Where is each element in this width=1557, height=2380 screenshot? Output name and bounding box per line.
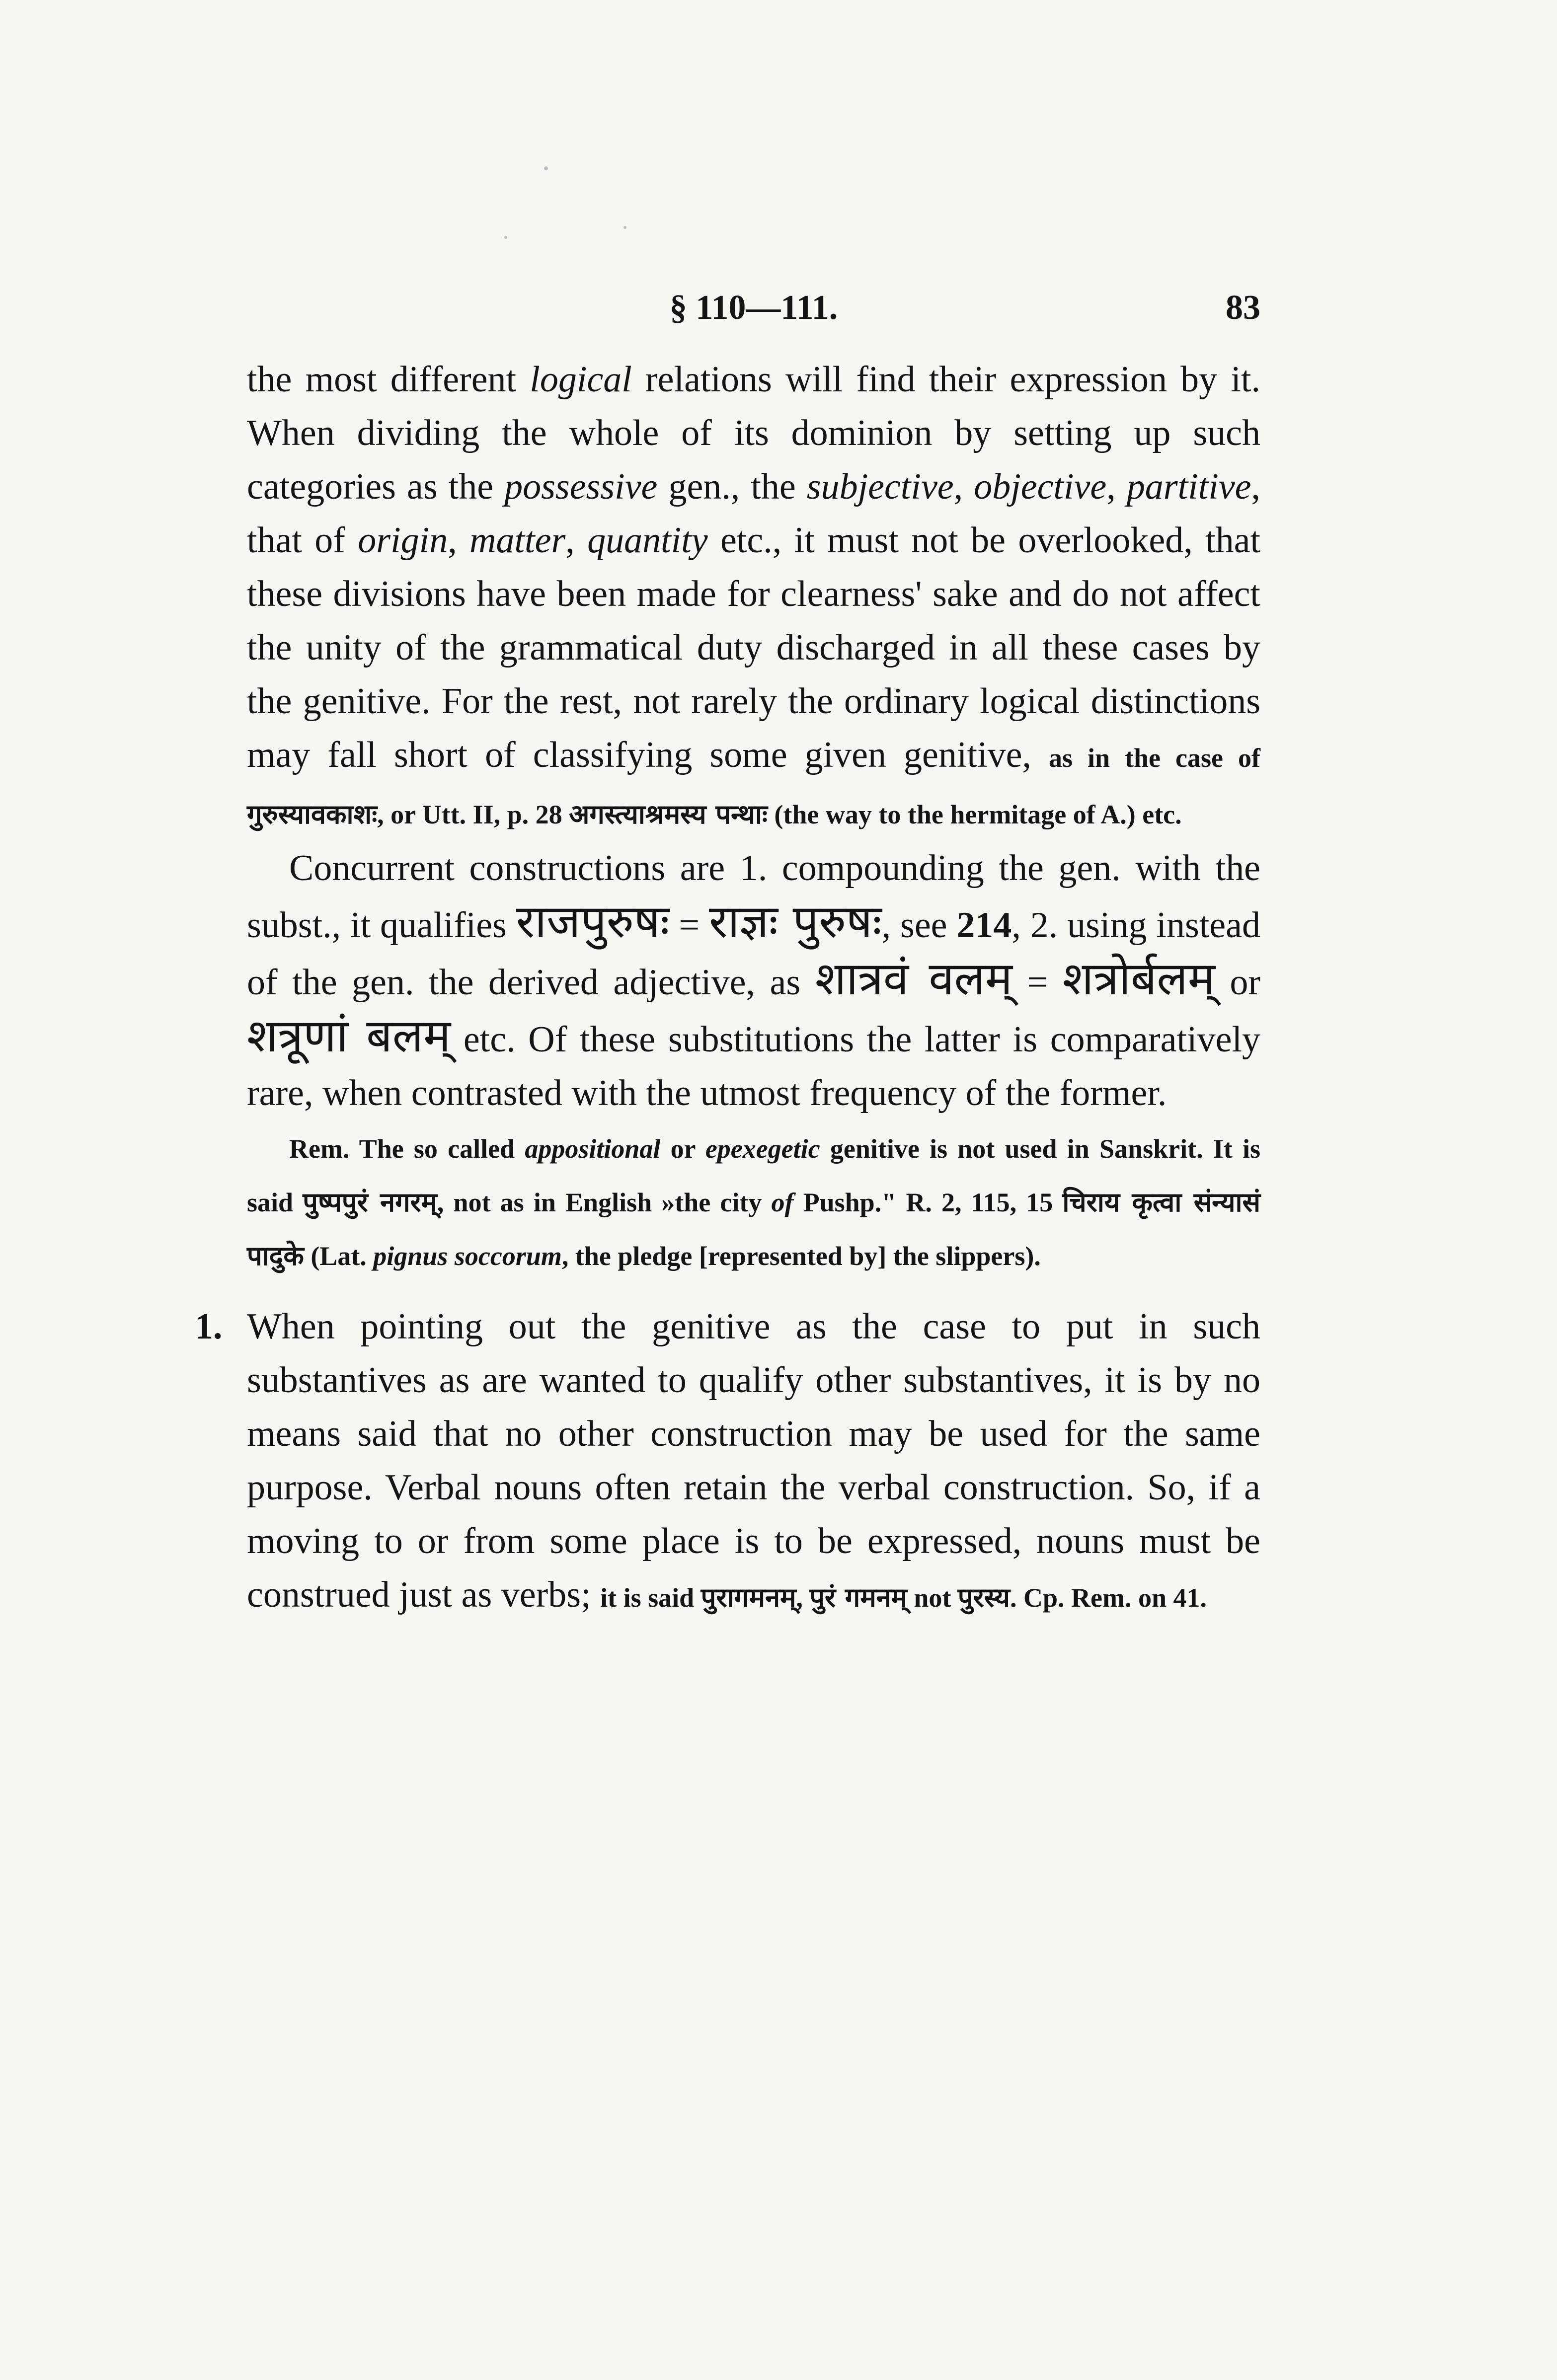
italic-term: objective — [974, 466, 1107, 507]
sanskrit-example: चिराय कृत्वा संन्यासं पादुके — [247, 1187, 1260, 1271]
sanskrit-example: पुरं गमनम् — [809, 1582, 907, 1613]
paragraph-verbal-nouns — [247, 1300, 1260, 1625]
sanskrit-example: पुष्पपुरं नगरम् — [303, 1187, 437, 1218]
text-run: , not as in English »the city — [437, 1188, 772, 1217]
paper-speck — [623, 226, 626, 229]
text-run: the most different — [247, 359, 530, 400]
paragraph-number: 1. — [195, 1306, 223, 1347]
small-text-run: , — [796, 1583, 810, 1613]
remark-label: Rem. — [289, 1134, 350, 1164]
text-run: gen., the — [657, 466, 807, 507]
small-text-run: . Cp. Rem. on 41. — [1010, 1583, 1207, 1613]
text-run: Concurrent constructions are 1. compounding the gen. with the subst., it qualifies — [247, 848, 1260, 946]
italic-term: appositional — [525, 1134, 661, 1164]
section-crossref: 214 — [956, 905, 1012, 946]
small-text-run: not — [907, 1583, 958, 1613]
sanskrit-example: शात्रवं वलम् — [815, 952, 1012, 1005]
paper-speck — [544, 166, 548, 170]
page-number: 83 — [1226, 289, 1260, 327]
sanskrit-example: गुरुस्यावकाशः — [247, 799, 378, 830]
text-run: etc. Of these substitutions the latter is comparatively rare, when contrasted with the utmost frequency of the former. — [247, 1019, 1261, 1114]
italic-term: matter — [469, 520, 566, 561]
running-header — [247, 286, 1260, 330]
text-run: genitive is not used in Sanskrit. It is said — [247, 1134, 1260, 1217]
sanskrit-example: अगस्त्याश्रमस्य पन्थाः — [569, 799, 768, 830]
sanskrit-example: राजपुरुषः — [516, 895, 670, 948]
small-text-run: (the way to the hermitage of A.) etc. — [767, 800, 1182, 829]
section-reference: § 110—111. — [669, 289, 838, 327]
paragraph-genitive-relations — [247, 353, 1260, 841]
text-run: , — [953, 466, 974, 507]
text-run: , the pledge [represented by] the slippers). — [561, 1241, 1041, 1271]
text-run: etc., it must not be overlooked, that these divisions have been made for clearness' sake and do not affect the unity of the grammatical duty discharged in all these cases by the genitive. For the rest, not rarely the ordinary logical distinctions may fall short of classifying some given genitive, — [247, 520, 1261, 775]
small-text-run: , or Utt. II, p. 28 — [377, 800, 569, 829]
text-run: , that of — [247, 466, 1261, 561]
text-run: Pushp." R. 2, 115, 15 — [793, 1188, 1063, 1217]
text-run: The so called — [349, 1134, 525, 1164]
text-run: , — [565, 520, 588, 561]
sanskrit-example: पुरस्य — [957, 1582, 1010, 1613]
italic-term: origin — [358, 520, 448, 561]
small-text-run: as in the case of — [1048, 743, 1261, 773]
text-run: When pointing out the genitive as the case to put in such substantives as are wanted to qualify other substantives, it is by no means said that no other construction may be used for the same purpose. Verbal nouns often retain the verbal construction. So, if a moving to or from some place is to be expressed, nouns must be construed just as verbs; — [247, 1306, 1260, 1615]
italic-term: logical — [530, 359, 632, 400]
paper-speck — [504, 236, 507, 239]
italic-term: pignus soccorum — [373, 1241, 562, 1271]
text-run: or — [660, 1134, 705, 1164]
italic-term: possessive — [504, 466, 658, 507]
text-run: = — [669, 905, 709, 946]
italic-term: quantity — [587, 520, 708, 561]
italic-term: of — [771, 1188, 794, 1217]
text-run: or — [1215, 962, 1260, 1003]
italic-term: subjective — [806, 466, 954, 507]
text-run: , — [1106, 466, 1127, 507]
text-run: , 2. using instead of the gen. the derived adjective, as — [247, 905, 1260, 1003]
text-run: , see — [881, 905, 957, 946]
italic-term: partitive — [1126, 466, 1251, 507]
small-text-run: it is said — [600, 1583, 701, 1613]
sanskrit-example: शत्रोर्बलम् — [1062, 952, 1215, 1005]
text-body — [195, 353, 1261, 1625]
sanskrit-example: पुरागमनम् — [701, 1582, 796, 1613]
paragraph-concurrent-constructions — [247, 841, 1260, 1120]
text-run: (Lat. — [304, 1241, 374, 1271]
numbered-paragraph — [195, 1300, 1260, 1625]
sanskrit-example: राज्ञः पुरुषः — [708, 895, 882, 948]
italic-term: epexegetic — [705, 1134, 820, 1164]
remark-appositional-genitive — [247, 1122, 1260, 1283]
text-run: , — [448, 520, 470, 561]
text-run: = — [1012, 962, 1063, 1003]
text-run: relations will find their expression by it. When dividing the whole of its dominion by setting up such categories as the — [247, 359, 1260, 507]
sanskrit-example: शत्रूणां बलम् — [247, 1009, 451, 1062]
